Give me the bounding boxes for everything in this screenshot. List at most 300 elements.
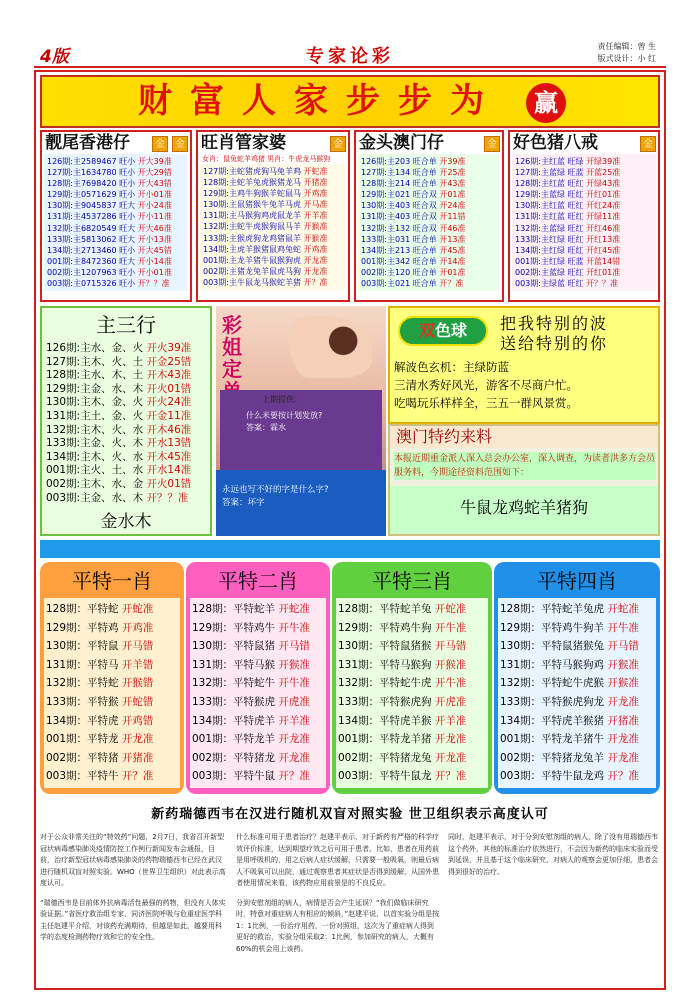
row-result: 开龙准 [303,255,328,265]
row-prediction: 131期:主403 旺合双 [361,212,437,222]
row-prediction: 131期：平特马 [46,658,119,671]
row-item [46,767,178,786]
color-hint [394,358,578,412]
row-item [192,656,324,675]
row-prediction: 128期：平特蛇 [46,603,119,615]
row-item [42,342,210,356]
row-prediction: 131期：平特马猴狗鸡 [500,658,605,671]
box-ping-te-4 [494,562,660,794]
row-result: 开羊准 [278,714,310,727]
row-prediction: 133期:主金、火、木 [46,437,144,450]
row-item [361,189,497,200]
row-prediction: 134期:主虎羊猴猪鼠鸡兔蛇 [203,244,301,254]
row-item [203,221,343,232]
row-item [515,211,653,222]
row-result: 开猴准 [434,658,467,671]
hint-line: 解波色玄机：主绿防蓝 [394,360,509,374]
row-result: 开蛇错 [121,695,154,708]
row-item [515,200,653,211]
row-prediction: 002期：平特猪龙兔羊 [500,751,605,764]
row-prediction: 003期:主0715326 旺小 [47,279,136,289]
row-item [192,767,324,786]
row-result: 开大43错 [137,179,172,189]
row-result: 开水14准 [146,464,192,477]
row-item [203,255,343,266]
caption-label: 上期提供： [262,395,302,404]
vertical-title: 彩姐定 [222,313,242,381]
row-item [46,712,178,731]
row-prediction: 127期:主蛇猪虎狗马兔羊鸡 [203,167,301,176]
row-result: 开马错 [278,640,310,653]
box-ping-te-1 [40,562,184,794]
row-prediction: 133期：平特猴 [46,695,119,708]
row-prediction: 002期:主猪龙兔羊鼠虎马狗 [203,266,301,276]
box-title: 靓尾香港仔 [45,133,130,153]
box-title: 主三行 [96,313,156,337]
box-ping-te-2 [186,562,330,794]
row-item [361,167,497,178]
row-prediction: 127期:主134 旺合单 [361,168,437,178]
row-result: 开？准 [434,770,467,783]
row-item [338,656,486,675]
row-prediction: 129期:主金、水、木 [46,382,144,395]
row-result: 开鸡准 [303,189,328,199]
row-item [42,478,210,492]
logo-part-b: 色球 [435,321,468,340]
box-rows [358,154,500,291]
row-item [361,200,497,211]
row-result: 开绿11准 [586,212,621,222]
riddle-text [222,484,329,510]
designer-line: 版式设计：小 红 [597,54,656,63]
row-prediction: 132期：平特蛇牛 [192,677,276,690]
row-item [203,177,343,188]
panel-title: 澳门特约来料 [390,426,658,448]
row-prediction: 131期:主土、金、火 [46,409,144,422]
row-result: 开绿43准 [586,179,621,189]
panel-answer: 牛鼠龙鸡蛇羊猪狗 [390,486,658,534]
news-paragraph: 同时，赵建平表示，对于分到安慰剂组的病人，除了没有用瑞德西韦这个药外，其他的标准治疗依然进行，不会因为新药的临床实验而受到延误，并且基于这个临床研究，对病人的观察会更加仔细，患者会得到很好的治疗。 [448,833,658,876]
row-item [203,210,343,221]
row-prediction: 129期:主蓝绿 旺红 [515,190,584,200]
box-hk-tail [40,130,192,302]
row-result: 开大46准 [137,223,172,233]
row-result: 开01准 [439,267,466,277]
row-item [192,730,324,749]
row-item [203,277,343,288]
row-item [47,189,185,200]
row-result: 开龙准 [278,751,310,764]
row-item [361,223,497,234]
row-item [515,267,653,278]
row-prediction: 133期:主红绿 旺红 [515,234,584,244]
row-item [192,749,324,768]
row-result: 开羊错 [121,658,154,671]
row-prediction: 002期:主120 旺合单 [361,267,437,277]
row-prediction: 131期:主红蓝 旺红 [515,212,584,222]
row-prediction: 132期:主132 旺合双 [361,223,437,233]
page-version: 4版 [40,47,69,67]
row-result: 开红13准 [586,234,621,244]
row-result: 开金11准 [146,409,192,422]
row-prediction: 132期:主蓝绿 旺红 [515,223,584,233]
row-prediction: 128期:主214 旺合单 [361,179,437,189]
row-item [47,267,185,278]
row-result: 开牛准 [278,621,310,634]
riddle-question: 永远也写不好的字是什么字? [222,485,329,495]
row-prediction: 002期：平特猪 [46,751,119,764]
row-prediction: 134期：平特虎羊猴猪 [500,714,605,727]
row-result: 开大29错 [137,168,172,178]
row-prediction: 130期：平特鼠猪猴兔 [500,640,605,653]
row-prediction: 134期：平特虎羊猴 [338,714,432,727]
row-prediction: 001期:主342 旺合单 [361,256,437,266]
model-photo [276,316,372,378]
row-result: 开虎准 [278,695,310,708]
news-column [40,832,228,952]
row-item [203,166,343,177]
panel-body: 本报近期重金派人深入总会办公室，深入调查，为读者洪多方会员服务料，今期途径资料范围如下： [394,454,656,478]
row-result: 开木45准 [146,450,192,463]
row-result: 开红01准 [586,267,621,277]
row-prediction: 126期:主水、金、火 [46,342,144,354]
row-prediction: 128期：平特蛇羊兔虎 [500,603,605,615]
row-item [203,233,343,244]
photo-panel [216,306,386,470]
row-result: 开大39准 [137,157,172,166]
gold-badge-icon: 金 [640,136,656,152]
row-result: 开蛇准 [278,603,310,615]
slogan [500,314,608,354]
row-result: 开猴准 [607,677,639,690]
row-result: 开牛准 [434,677,467,690]
row-item [47,256,185,267]
hint-line: 吃喝玩乐样样全，三五一群风景赏。 [394,396,578,410]
row-item [515,245,653,256]
row-prediction: 127期:主1634780 旺小 [47,168,136,178]
row-result: 开小11准 [137,212,172,222]
row-item [42,369,210,383]
row-item [46,749,178,768]
section-title: 专家论彩 [306,46,394,67]
row-prediction: 002期:主蓝绿 旺红 [515,267,584,277]
riddle-answer: 答案：霖水 [246,423,286,432]
box-macau-head [354,130,504,302]
row-result: 开龙准 [121,733,154,746]
row-prediction: 134期:主红绿 旺红 [515,245,584,255]
row-prediction: 001期：平特龙 [46,733,119,746]
box-rows [44,154,188,291]
ssq-logo [398,316,488,346]
row-prediction: 131期：平特马猴 [192,658,276,671]
row-prediction: 003期：平特牛鼠龙鸡 [500,770,605,783]
row-item [47,278,185,289]
row-prediction: 134期:主木、火、水 [46,450,144,463]
row-result: 开鸡准 [121,621,154,634]
row-prediction: 126期:主红蓝 旺绿 [515,157,584,166]
row-result: 开鸡准 [303,244,328,254]
row-result: 开？？准 [586,279,619,289]
row-result: 开14准 [439,256,466,266]
row-prediction: 130期：平特鼠 [46,640,119,653]
row-prediction: 131期：平特马猴狗 [338,658,432,671]
row-item [338,674,486,693]
row-item [42,424,210,438]
row-item [47,178,185,189]
box-ping-te-3 [332,562,492,794]
row-item [203,244,343,255]
row-prediction: 129期：平特鸡牛狗羊 [500,621,605,634]
row-prediction: 134期：平特虎羊 [192,714,276,727]
row-prediction: 130期:主403 旺合双 [361,201,437,211]
row-result: 开牛准 [607,621,639,634]
row-result: 开龙准 [607,751,639,764]
row-prediction: 134期：平特虎 [46,714,119,727]
row-prediction: 127期:主木、火、土 [46,355,144,368]
caption-riddle [246,410,322,434]
row-item [192,619,324,638]
macau-special-panel [388,424,660,536]
box-title: 好色猪八戒 [513,133,598,153]
row-prediction: 130期:主9045837 旺大 [47,201,136,211]
box-rows [190,598,326,788]
row-item [46,693,178,712]
row-prediction: 126期:主2589467 旺小 [47,157,136,166]
row-result: 开大45错 [137,245,172,255]
banner-win-badge: 赢 [526,83,566,123]
row-item [338,730,486,749]
row-item [361,156,497,167]
row-result: 开01准 [439,190,466,200]
row-item [338,619,486,638]
row-prediction: 134期:主213 旺合单 [361,245,437,255]
row-result: 开？？准 [146,491,189,504]
row-prediction: 003期:主绿蓝 旺红 [515,279,584,289]
row-prediction: 130期：平特鼠猪猴 [338,640,432,653]
row-result: 开13准 [439,234,466,244]
box-title: 平特三肖 [372,569,452,593]
row-item [47,156,185,167]
row-result: 开牛准 [434,621,467,634]
editor-credits [597,41,656,65]
row-item [515,178,653,189]
row-item [46,730,178,749]
row-prediction: 001期：平特龙羊 [192,733,276,746]
row-result: 开红45准 [586,245,621,255]
row-result: 开猪准 [607,714,639,727]
row-item [192,693,324,712]
row-result: 开46准 [439,223,466,233]
row-item [42,356,210,370]
row-result: 开猴准 [278,658,310,671]
row-result: 开马错 [434,640,467,653]
row-item [500,674,654,693]
row-prediction: 130期:主木、金、火 [46,396,144,409]
row-result: 开45准 [439,245,466,255]
row-item [47,223,185,234]
row-item [46,656,178,675]
row-prediction: 134期:主2713460 旺小 [47,245,136,255]
row-prediction: 003期:主牛鼠龙马猴蛇羊猪 [203,277,301,287]
row-prediction: 133期:主5813062 旺大 [47,234,136,244]
row-item [192,637,324,656]
row-item [515,278,653,289]
row-item [361,178,497,189]
row-item [515,167,653,178]
row-item [338,767,486,786]
row-item [47,245,185,256]
row-result: 开猪准 [303,178,328,188]
row-prediction: 130期:主红蓝 旺红 [515,201,584,211]
row-result: 开绿39准 [586,157,621,166]
box-rows [336,598,488,788]
row-prediction: 128期:主7698420 旺小 [47,179,136,189]
row-result: 开？准 [607,770,639,783]
box-subtitle: 女肖：鼠兔蛇羊鸡猪 男肖：牛虎龙马猴狗 [202,155,331,163]
row-item [338,693,486,712]
box-title: 平特四肖 [537,569,617,593]
row-result: 开小01准 [137,190,172,200]
divider-bar [40,540,660,558]
row-item [515,223,653,234]
row-result: 开虎准 [434,695,467,708]
row-result: 开马准 [303,200,328,210]
row-prediction: 133期：平特猴虎 [192,695,276,708]
row-result: 开木43准 [146,369,192,382]
row-prediction: 001期:主8472360 旺大 [47,256,136,266]
row-result: 开水13错 [146,437,192,450]
row-prediction: 128期:主水、木、土 [46,369,144,382]
row-prediction: 131期:主马猴狗鸡虎鼠龙羊 [203,211,301,221]
row-prediction: 129期:主0571629 旺小 [47,190,136,200]
row-item [338,600,486,619]
row-result: 开11错 [439,212,466,222]
row-result: 开蛇准 [434,603,467,615]
row-prediction: 003期:主021 旺合单 [361,279,437,289]
box-rows [44,598,180,788]
row-result: 开蛇准 [121,603,154,615]
row-result: 开25准 [439,168,466,178]
news-column [236,832,440,963]
box-three-elements [40,306,212,536]
row-prediction: 003期:主金、水、木 [46,491,144,504]
riddle-question: 什么米要按计划发放? [246,411,323,420]
row-result: 开羊准 [303,211,328,221]
row-item [203,188,343,199]
row-item [47,211,185,222]
row-item [500,767,654,786]
row-result: 开？准 [121,770,154,783]
row-prediction: 002期:主1207963 旺小 [47,267,136,277]
row-prediction: 129期:主021 旺合双 [361,190,437,200]
row-item [361,245,497,256]
news-headline: 新药瑞德西韦在汉进行随机双盲对照实验 世卫组织表示高度认可 [151,807,549,822]
row-result: 开？准 [439,279,464,289]
row-result: 开猴准 [607,658,639,671]
row-prediction: 133期:主猴虎狗龙鸡猪鼠羊 [203,233,301,243]
row-item [42,410,210,424]
row-prediction: 132期：平特蛇 [46,677,119,690]
row-item [515,234,653,245]
riddle-answer: 答案：坏字 [222,498,265,508]
row-prediction: 001期:主火、土、水 [46,464,144,477]
box-rows [200,164,346,290]
news-paragraph: 什么标准可用于患者治疗？赵建平表示，对于新药有严格的科学疗效评价标准，达到期望疗效之后可用于患者。比如，患者在用药前是用呼吸机的，用之后病人症状缓解，只需要一般吸氧，则最后病人不吸氧可以出院，通过观察患者其症状是否得到缓解，从国外患者使用情况来看，该药物应用前景是的不良反应。 [236,833,439,887]
row-result: 开小24准 [137,201,172,211]
riddle-panel [216,470,386,536]
row-result: 开鸡错 [121,714,154,727]
news-paragraph: “瑞德西韦是目前体外抗病毒活性最强的药物，但没有人体实验证据。”省医疗救治组专家、同济医院呼吸与危重症医学科主任赵建平介绍，对该药充满期待，但越是如此，越要用科学的态度检测药物疗效和它的安全性。 [40,898,226,941]
row-result: 开猪准 [121,751,154,764]
row-result: 开猴错 [121,677,154,690]
row-item [515,256,653,267]
box-title: 金头澳门仔 [359,133,444,153]
row-result: 开猴准 [303,233,328,243]
news-paragraph: 分到安慰剂组的病人，病情是否会产生延误？“我们做临床研究时，特意对重症病人有相应的倾斜，”赵建平说，以首实验分组是按1：1比例，一份治疗用药，一份对照组，这次为了重症病人得到更好的救治，实验分组采取2：1比例，参加研究的病人，大概有60%的机会用上该药。 [236,898,440,953]
banner-title: 财富人家步步为 [138,81,502,121]
row-prediction: 129期:主鸡牛狗猴羊蛇鼠马 [203,189,301,199]
row-prediction: 133期:主031 旺合单 [361,234,437,244]
row-item [500,656,654,675]
row-item [42,451,210,465]
row-item [46,600,178,619]
row-item [361,211,497,222]
row-item [47,200,185,211]
row-result: 开24准 [439,201,466,211]
row-result: 开龙准 [434,733,467,746]
row-result: 开火24准 [146,396,192,409]
row-prediction: 002期：平特猪龙兔 [338,751,432,764]
row-item [500,730,654,749]
row-result: 开红24准 [586,201,621,211]
row-result: 开马错 [121,640,154,653]
row-item [46,637,178,656]
box-rows [512,154,656,291]
row-result: 开43准 [439,179,466,189]
row-prediction: 128期：平特蛇羊兔 [338,603,432,615]
row-prediction: 128期:主红蓝 旺红 [515,179,584,189]
row-item [500,600,654,619]
row-prediction: 132期:主木、火、水 [46,423,144,436]
row-result: 开火01错 [146,382,192,395]
row-prediction: 129期：平特鸡牛狗 [338,621,432,634]
row-prediction: 003期：平特牛鼠 [192,770,276,783]
row-item [338,637,486,656]
row-result: 开？？准 [137,279,170,289]
row-prediction: 132期:主6820549 旺大 [47,223,136,233]
row-item [42,437,210,451]
row-result: 开龙准 [303,266,328,276]
row-item [203,266,343,277]
row-prediction: 001期:主龙羊猪牛鼠猴狗虎 [203,255,301,265]
row-result: 开小01准 [137,267,172,277]
row-item [500,619,654,638]
row-prediction: 001期：平特龙羊猪牛 [500,733,605,746]
row-prediction: 002期:主木、水、金 [46,477,144,490]
row-result: 开？准 [303,277,328,287]
row-result: 开小13准 [137,234,172,244]
row-item [192,712,324,731]
row-prediction: 001期:主红绿 旺蓝 [515,256,584,266]
row-prediction: 126期:主203 旺合单 [361,157,437,166]
row-item [42,492,210,506]
row-item [515,189,653,200]
row-result: 开火39准 [146,342,192,354]
news-paragraph: 对于公众非常关注的“特效药”问题，2月7日，我省召开新型冠状病毒感染肺炎疫情防控工作例行新闻发布会通报，目前，治疗新型冠状病毒感染肺炎的药物瑞德西韦已经在武汉进行随机双盲对照实验。WHO（世界卫生组织）对此表示高度认可。 [40,833,226,887]
row-item [338,749,486,768]
row-result: 开马错 [607,640,639,653]
row-item [361,267,497,278]
